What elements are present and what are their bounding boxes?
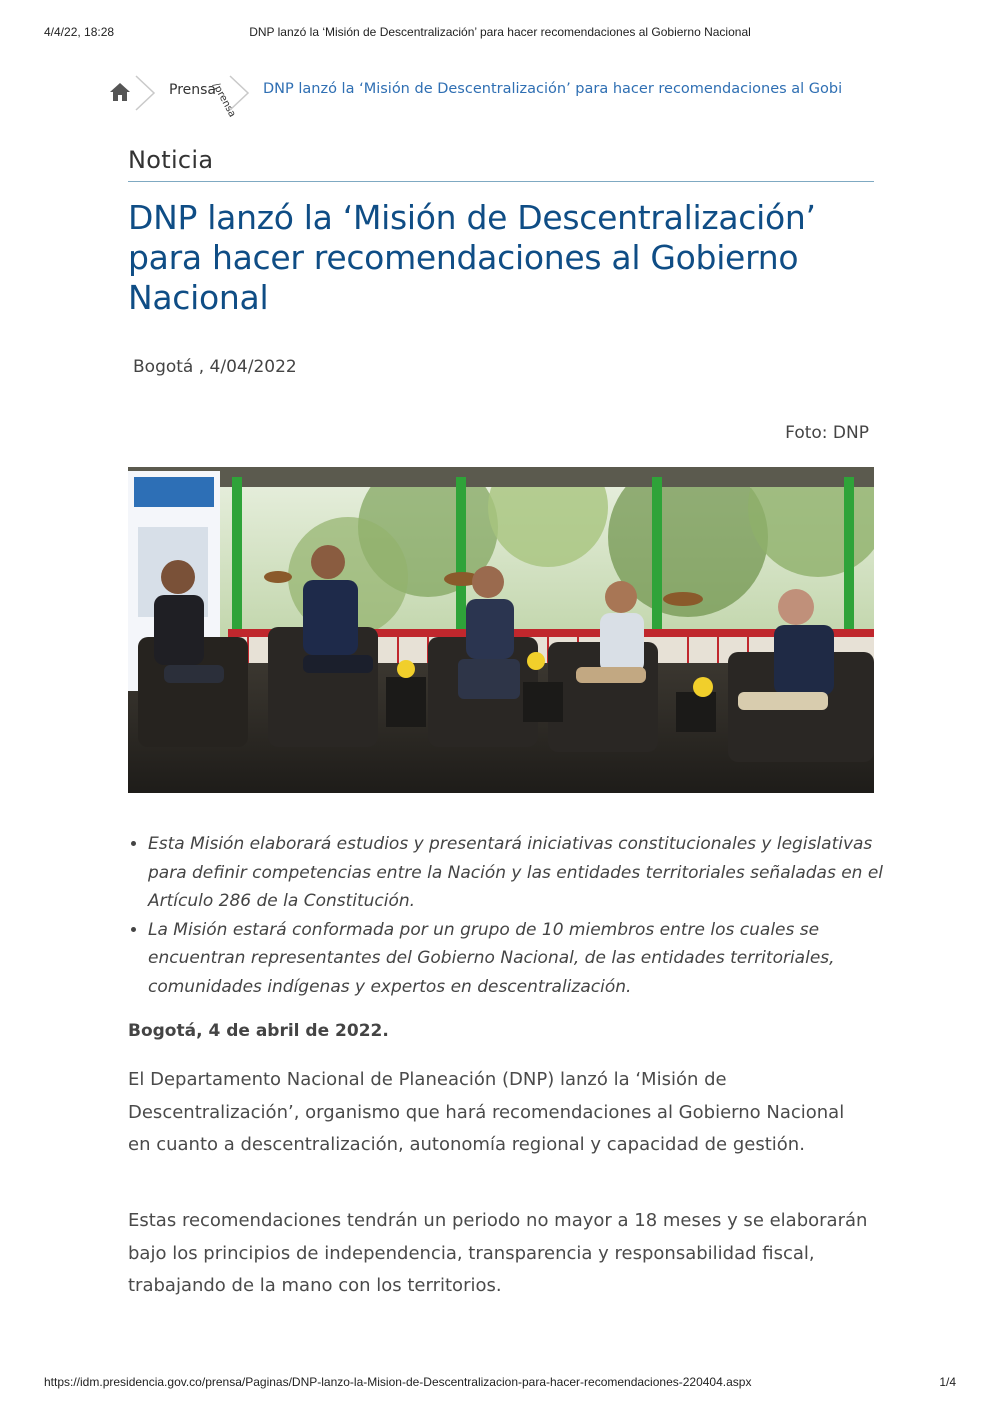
breadcrumb-chevron-icon [228, 75, 250, 111]
print-header [44, 25, 956, 41]
section-label: Noticia [128, 146, 214, 174]
photo-credit: Foto: DNP [785, 423, 869, 443]
breadcrumb-item-prensa[interactable]: Prensa [169, 82, 217, 98]
print-date: 4/4/22, 18:28 [44, 25, 115, 39]
highlight-item: • La Misión estará conformada por un grupo de 10 miembros entre los cuales se encuentran representantes del Gobierno Nacional, de las entidades territoriales, comunidades indígenas y expertos en descentralización. [148, 916, 888, 1002]
breadcrumb [108, 75, 898, 120]
home-icon[interactable] [108, 81, 132, 103]
article-highlights [128, 830, 888, 1001]
breadcrumb-item-current[interactable]: DNP lanzó la ‘Misión de Descentralización’ para hacer recomendaciones al Gobi [263, 81, 843, 97]
article-paragraph: El Departamento Nacional de Planeación (DNP) lanzó la ‘Misión de Descentralización’, organismo que hará recomendaciones al Gobierno Nacional en cuanto a descentralización, autonomía regional y capacidad de gestión. [128, 1069, 845, 1155]
article-photo [128, 467, 874, 793]
article-paragraph: Estas recomendaciones tendrán un periodo no mayor a 18 meses y se elaborarán bajo los principios de independencia, transparencia y responsabilidad fiscal, trabajando de la mano con los territorios. [128, 1210, 868, 1296]
article-dateline: Bogotá , 4/04/2022 [133, 357, 297, 377]
article-title: DNP lanzó la ‘Misión de Descentralización’ para hacer recomendaciones al Gobierno Nacional [128, 198, 816, 317]
article-lead: Bogotá, 4 de abril de 2022. [128, 1021, 389, 1041]
page-number: 1/4 [939, 1375, 956, 1389]
print-footer [44, 1375, 956, 1391]
breadcrumb-url-text: /prensa [210, 81, 238, 120]
print-title: DNP lanzó la ‘Misión de Descentralización’ para hacer recomendaciones al Gobierno Nacional [249, 25, 751, 39]
print-url: https://idm.presidencia.gov.co/prensa/Paginas/DNP-lanzo-la-Mision-de-Descentralizacion-para-hacer-recomendaciones-220404.aspx [44, 1375, 752, 1389]
section-divider [128, 181, 874, 182]
breadcrumb-chevron-icon [134, 75, 156, 111]
highlight-item: • Esta Misión elaborará estudios y presentará iniciativas constitucionales y legislativas para definir competencias entre la Nación y las entidades territoriales señaladas en el Artículo 286 de la Constitución. [148, 830, 888, 916]
